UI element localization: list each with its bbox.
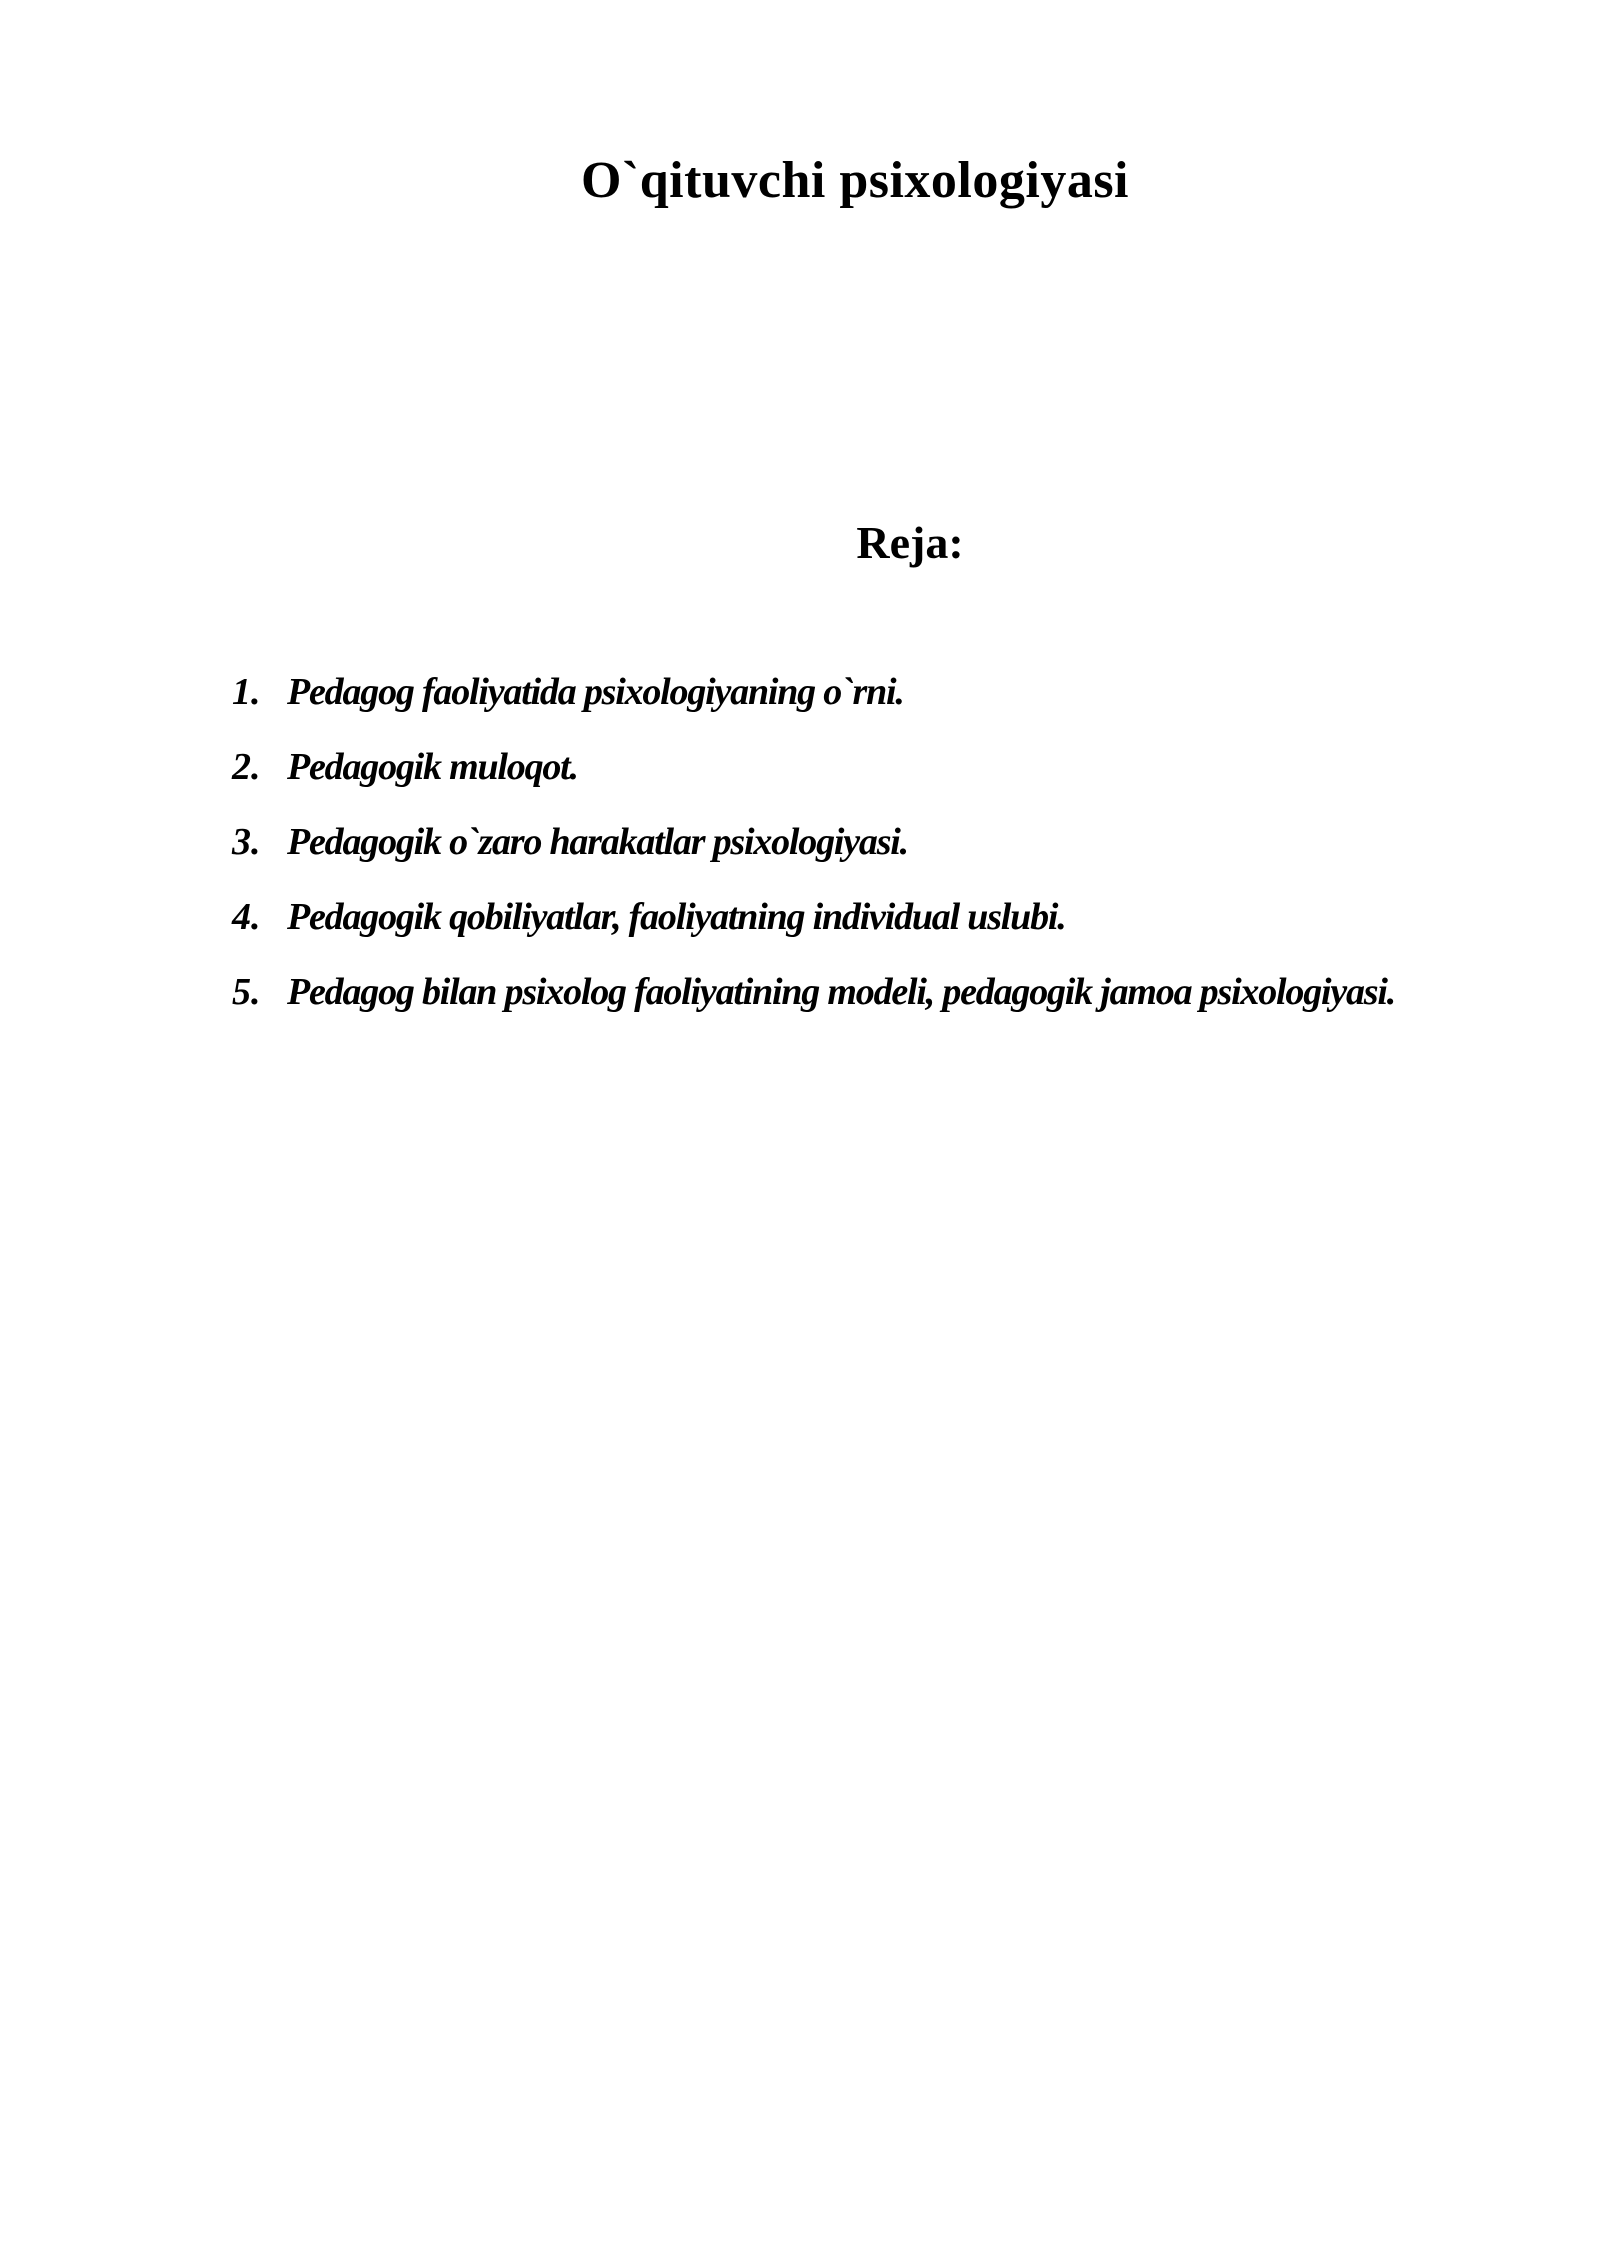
plan-item [232, 655, 1500, 730]
plan-item [232, 730, 1500, 805]
plan-list [232, 655, 1500, 1030]
plan-item-number: 5. [232, 971, 261, 1013]
plan-item [232, 955, 1500, 1030]
document-title: O`qituvchi psixologiyasi [581, 152, 1129, 209]
plan-item-text: Pedagogik o`zaro harakatlar psixologiyasi. [287, 821, 908, 863]
plan-item [232, 805, 1500, 880]
plan-item-text: Pedagogik muloqot. [287, 746, 578, 788]
plan-item-number: 2. [232, 746, 261, 788]
plan-item [232, 880, 1500, 955]
plan-item-text: Pedagogik qobiliyatlar, faoliyatning individual uslubi. [287, 896, 1066, 938]
plan-item-number: 4. [232, 896, 261, 938]
plan-item-text: Pedagog faoliyatida psixologiyaning o`rni. [287, 671, 904, 713]
plan-item-number: 3. [232, 821, 261, 863]
plan-heading: Reja: [856, 517, 964, 568]
plan-item-number: 1. [232, 671, 261, 713]
plan-item-text: Pedagog bilan psixolog faoliyatining modeli, pedagogik jamoa psixologiyasi. [287, 971, 1396, 1013]
